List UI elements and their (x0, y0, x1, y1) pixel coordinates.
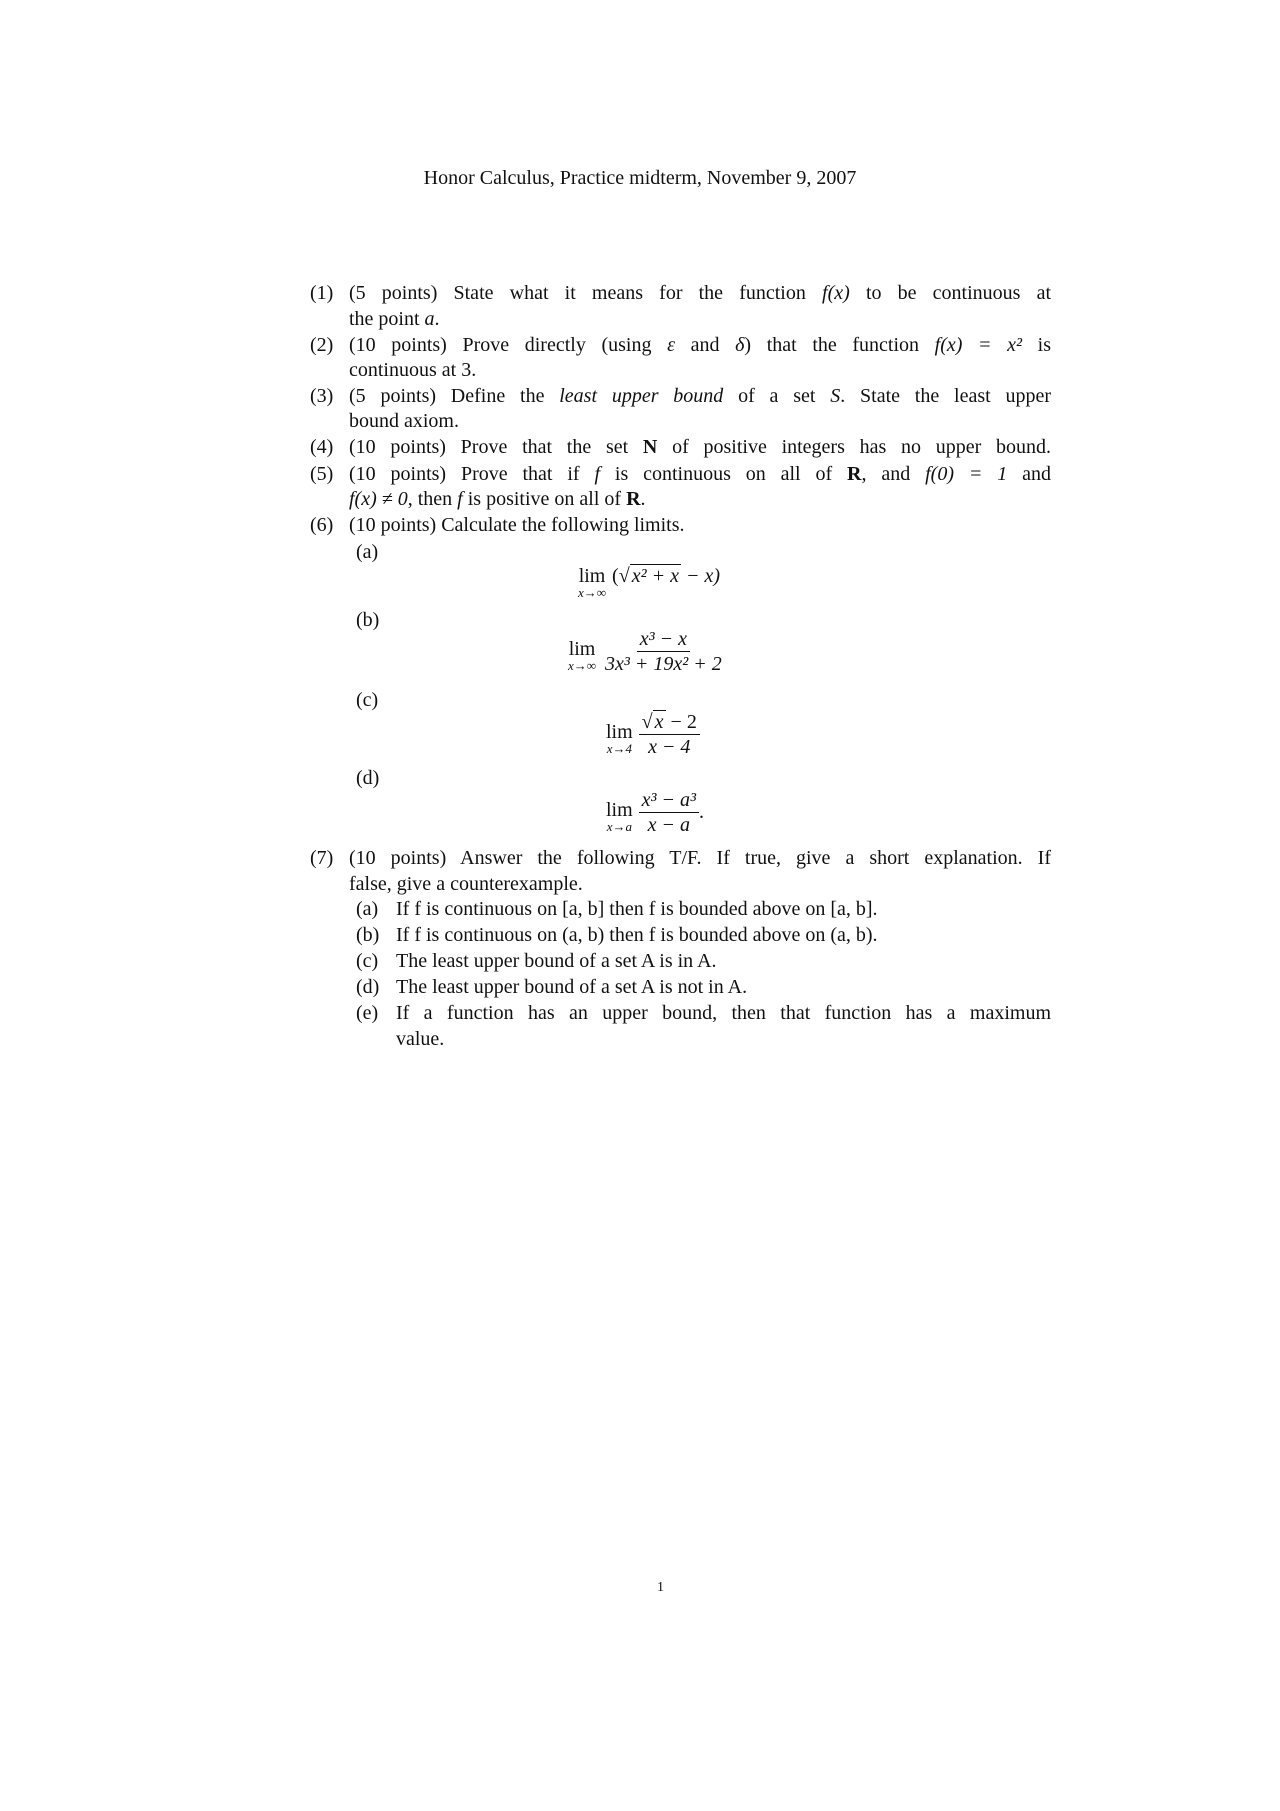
q7b-text: If f is continuous on (a, b) then f is bounded above on (a, b). (396, 924, 878, 946)
q7d-label: (d) (356, 976, 380, 998)
q5-number: (5) (310, 463, 334, 485)
q7b-label: (b) (356, 924, 380, 946)
q3-number: (3) (310, 385, 334, 407)
q6d-label: (d) (356, 767, 380, 789)
document-title: Honor Calculus, Practice midterm, November 9, 2007 (423, 167, 857, 189)
q7e-text-cont: value. (396, 1028, 445, 1050)
q5-line2: f(x) ≠ 0, then f is positive on all of R. (349, 488, 646, 510)
limit-a: lim x→∞ (√ x² + x − x) (578, 564, 720, 600)
q7a-text: If f is continuous on [a, b] then f is bounded above on [a, b]. (396, 898, 878, 920)
limit-c: lim x→4 $\frac{√ x - 2}{x - 4}$ (606, 711, 700, 758)
q7a-label: (a) (356, 898, 379, 920)
q7-line1: (10 points) Answer the following T/F. If true, give a short explanation. If (349, 847, 1051, 869)
q6-number: (6) (310, 514, 334, 536)
q7c-label: (c) (356, 950, 379, 972)
q7d-text: The least upper bound of a set A is not in A. (396, 976, 748, 998)
q2-number: (2) (310, 334, 334, 356)
q6-line1: (10 points) Calculate the following limits. (349, 514, 685, 536)
q7e-label: (e) (356, 1002, 379, 1024)
q7-number: (7) (310, 847, 334, 869)
q4-number: (4) (310, 436, 334, 458)
q3-line2: bound axiom. (349, 410, 459, 432)
page-number: 1 (657, 1580, 664, 1595)
limit-d: lim x→a $\frac{\text{x³ − a³}}{x - a}$ . (606, 789, 705, 836)
q2-line2: continuous at 3. (349, 359, 477, 381)
q1-line1: (5 points) State what it means for the function f(x) to be continuous at (349, 282, 1052, 304)
q6c-label: (c) (356, 689, 379, 711)
q2-line1: (10 points) Prove directly (using ε and δ) that the function f(x) = x² is (349, 334, 1051, 356)
q6b-label: (b) (356, 609, 380, 631)
q7e-text: If a function has an upper bound, then that function has a maximum (396, 1002, 1051, 1024)
q4-line1: (10 points) Prove that the set N of positive integers has no upper bound. (349, 436, 1051, 458)
q6a-label: (a) (356, 541, 379, 563)
q7c-text: The least upper bound of a set A is in A. (396, 950, 717, 972)
q7-line2: false, give a counterexample. (349, 873, 583, 895)
limit-b: lim x→∞ $\frac{\text{x³ − x}}{\text{3x³ + 19x² + 2}}$ (568, 628, 722, 675)
q1-number: (1) (310, 282, 334, 304)
q1-line2: the point a. (349, 308, 440, 330)
q3-line1: (5 points) Define the least upper bound of a set S. State the least upper (349, 385, 1051, 407)
q5-line1: (10 points) Prove that if f is continuous on all of R, and f(0) = 1 and (349, 463, 1051, 485)
